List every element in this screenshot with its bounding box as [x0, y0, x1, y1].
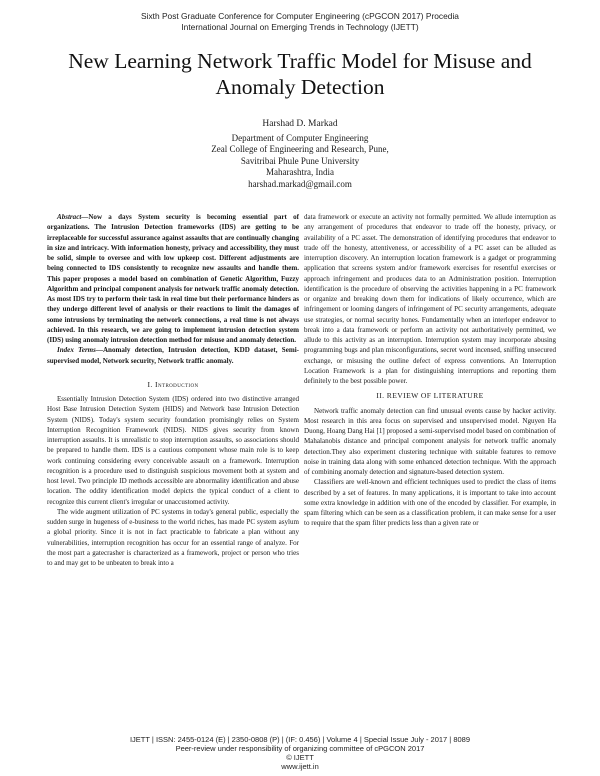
- section-heading-review: [304, 391, 556, 401]
- index-terms: Index Terms—Anomaly detection, Intrusion detection, KDD dataset, Semi-supervised model, Network security, Network traffic anomaly.: [47, 346, 299, 365]
- abstract-text: Now a days System security is becoming essential part of organizations. The Intrusion Detection frameworks (IDS) are getting to be irreplaceable for successful assurance against assaults that are continually changing in size and intricacy. With information honesty, privacy and accessibility, they must be solid, simple to oversee and with low upkeep cost. Different adjustments are being connected to IDS consistently to recognize new assaults and handle them. This paper proposes a model based on combination of Genetic Algorithm, Fuzzy Algorithm and principal component analysis for network traffic anomaly detection. As most IDS try to perform their task in real time but their performance hinders as they undergo different level of analysis or their reactions to limit the damages of some intrusions by terminating the network connections, a real time is not always achieved. In this research, we are going to implement intrusion detection system (IDS) using anomaly intrusion detection method for misuse and anomaly detection.: [47, 213, 299, 344]
- intro-paragraph-2: The wide augment utilization of PC systems in today's general public, especially the sudden surge in hugeness of e-business to the world riches, has made PC system asylum a global priority. Since it is not in fact practicable to fabricate a plan without any vulnerabilities, interruption recognition has occur for an essential range of analyze. For the most part a gatecrasher is characterized as a framework, project or person who tries to and may get to be unbeaten to break into a: [47, 507, 299, 567]
- section-heading-introduction: [47, 380, 299, 390]
- left-column: [47, 212, 299, 568]
- conference-header: [0, 11, 600, 33]
- abstract-label: Abstract: [57, 213, 82, 221]
- author-department: Department of Computer Engineering: [231, 132, 369, 143]
- author-state: Maharashtra, India: [266, 167, 334, 178]
- author-college: Zeal College of Engineering and Research, Pune,: [211, 144, 389, 155]
- paper-title: New Learning Network Traffic Model for Misuse and Anomaly Detection: [68, 49, 532, 99]
- footer-line-2: Peer-review under responsibility of organizing committee of cPGCON 2017: [175, 744, 425, 753]
- journal-footer: [0, 735, 600, 771]
- review-paragraph-2: Classifiers are well-known and efficient techniques used to predict the class of items described by a set of features. In many applications, it is important to take into account some extra knowledge in addition with one of the encoded by classifier. For example, in spam filtering which can be seen as a classification problem, it can make sense for a user to require that the spam filter predicts less than a given rate or: [304, 478, 556, 528]
- header-line-1: Sixth Post Graduate Conference for Computer Engineering (cPGCON 2017) Procedia: [141, 11, 459, 21]
- header-line-2: International Journal on Emerging Trends in Technology (IJETT): [181, 22, 419, 32]
- intro-numeral: I.: [147, 379, 153, 389]
- footer-website: www.ijett.in: [281, 762, 319, 771]
- author-name: Harshad D. Markad: [262, 119, 338, 129]
- intro-title: Introduction: [155, 379, 199, 389]
- abstract: Abstract—Now a days System security is becoming essential part of organizations. The Intrusion Detection frameworks (IDS) are getting to be irreplaceable for successful assurance against assaults that are continually changing in size and intricacy. With information honesty, privacy and accessibility, they must be solid, simple to oversee and with low upkeep cost. Different adjustments are being connected to IDS consistently to recognize new assaults and handle them. This paper proposes a model based on combination of Genetic Algorithm, Fuzzy Algorithm and principal component analysis for network traffic anomaly detection. As most IDS try to perform their task in real time but their performance hinders as they undergo different level of analysis or their reactions to limit the damages of some intrusions by terminating the network connections, a real time is not always achieved. In this research, we are going to implement intrusion detection system (IDS) using anomaly intrusion detection method for misuse and anomaly detection.: [47, 213, 299, 344]
- author-university: Savitribai Phule Pune University: [240, 155, 360, 166]
- review-title: REVIEW OF LITERATURE: [386, 391, 484, 401]
- index-terms-label: Index Terms: [57, 346, 96, 355]
- author-block: [0, 119, 600, 191]
- intro-paragraph-1: Essentially Intrusion Detection System (IDS) ordered into two distinctive arranged Host Base Intrusion Detection System (HIDS) and Network base Intrusion Detection System (NIDS). Today's system security foundation promisingly relies on System Interruption Recognition Framework (NIDS). NIDS gives security from known interruption assaults. It is unrealistic to stop interruption assaults, so associations should be prepared to handle them. IDS is a cautious component whose main role is to keep work continuing considering every conceivable assault on a framework. Interruption recognition is a procedure used to distinguish suspicious movement both at system and host level. Two principle ID methods accessible are abnormality identification and abuse location. The oddity identification model depicts the typical conduct of a client to recognize this current client's irregular or unaccustomed activity.: [47, 395, 299, 506]
- review-numeral: II.: [376, 391, 385, 401]
- intro-paragraph-3: data framework or execute an activity not formally permitted. We allude interruption as any arrangement of procedures that endeavor to trade off the honesty, privacy, or availability of a PC asset. The demonstration of identifying procedures that endeavor to trade off the honesty, attentiveness, or accessibility of a PC asset can be alluded as interruption discovery. An interruption location framework is a gadget or programming application that screens system and/or framework exercises for resentful exercises or approach infringement and produces data to an Administration position. Interruption identification is the procedure of observing the activities happening in a PC framework or organize and breaking down them for indications of likely occurrence, which are infringement or looming dangers of infringement of PC security arrangements, adequate use strategies, or normal security hones. Fundamentally when an interloper endeavor to break into a data framework or perform an activity not authoritatively permitted, we allude to this activity as an interruption. Interruption system may incorporate abusing programming bugs and plan misconfigurations, secret word incensed, sniffing unsecured exchange, or misusing the outline defect of express conventions. An Interruption Location Framework is a plan for distinguishing interruptions and reporting them definitely to the best possible power.: [304, 213, 556, 385]
- footer-copyright: © IJETT: [286, 753, 314, 762]
- right-column: [304, 212, 556, 529]
- author-email: harshad.markad@gmail.com: [248, 178, 352, 189]
- review-paragraph-1: Network traffic anomaly detection can find unusual events cause by hacker activity. Most research in this area focus on supervised and unsupervised model. Nguyen Ha Duong, Hoang Dang Hai [1] proposed a semi-supervised model based on combination of Mahalanobis distance and principal component analysis for network traffic anomaly detection.They also experiment clustering technique with suitable features to remove noise in training data along with some enhanced detection technique. With the approach of combining anomaly detection and signature-based detection system.: [304, 406, 556, 476]
- index-terms-text: Anomaly detection, Intrusion detection, KDD dataset, Semi-supervised model, Network security, Network traffic anomaly.: [47, 346, 299, 365]
- footer-line-1: IJETT | ISSN: 2455-0124 (E) | 2350-0808 (P) | (IF: 0.456) | Volume 4 | Special Issue July - 2017 | 8089: [129, 735, 471, 744]
